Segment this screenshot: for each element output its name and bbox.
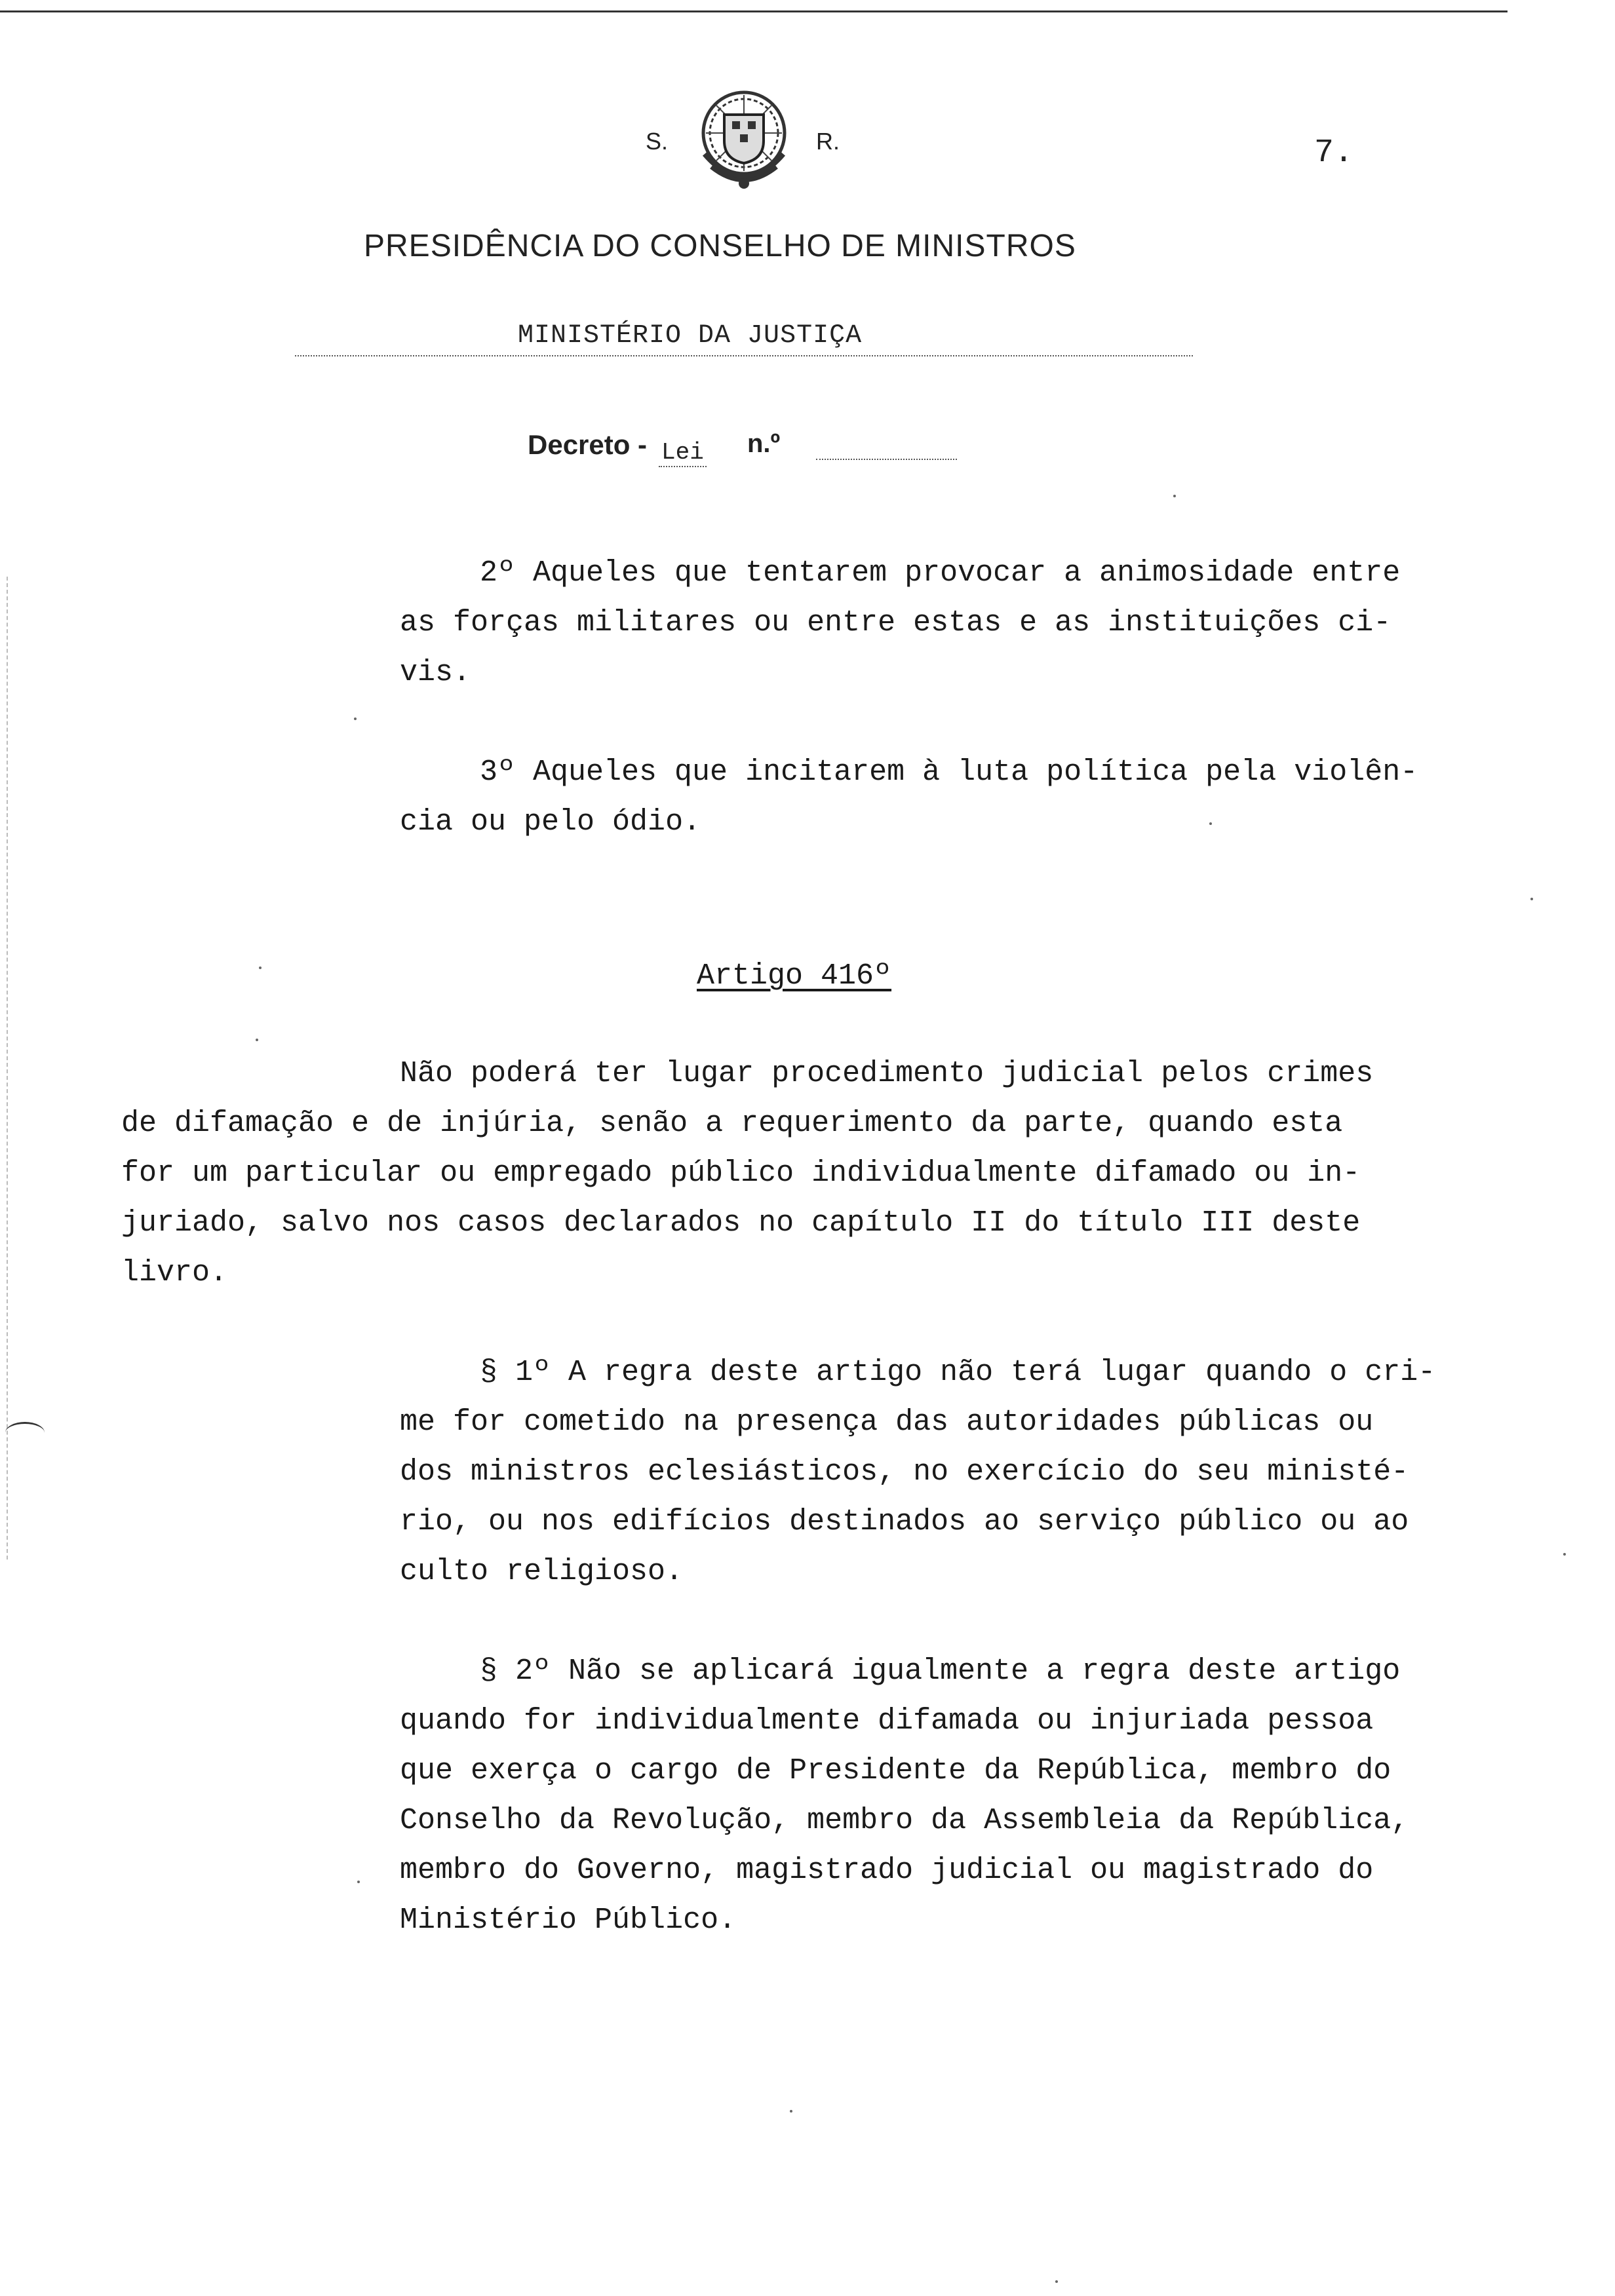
- scan-speck: [354, 718, 357, 720]
- paragraph-3-line-1: 3º Aqueles que incitarem à luta política pela violên-: [480, 756, 1418, 789]
- decree-type: Lei: [659, 439, 707, 467]
- scan-speck: [1209, 822, 1212, 825]
- paragraph-2-line-2: as forças militares ou entre estas e as instituições ci-: [400, 606, 1391, 640]
- decree-number-blank: [816, 459, 957, 460]
- section-2-line-3: que exerça o cargo de Presidente da República, membro do: [400, 1754, 1391, 1788]
- paragraph-3-line-2: cia ou pelo ódio.: [400, 805, 701, 839]
- decree-label: Decreto -: [528, 429, 648, 460]
- section-2-line-1: § 2º Não se aplicará igualmente a regra deste artigo: [480, 1655, 1401, 1688]
- scan-speck: [259, 966, 262, 969]
- scan-speck: [256, 1039, 258, 1041]
- article-body-line-3: for um particular ou empregado público individualmente difamado ou in-: [121, 1157, 1361, 1190]
- article-body-line-1: Não poderá ter lugar procedimento judicial pelos crimes: [400, 1057, 1374, 1090]
- paragraph-2-line-3: vis.: [400, 656, 471, 689]
- decree-number-label: n.º: [747, 429, 781, 458]
- scan-speck: [357, 1881, 360, 1883]
- section-1-line-2: me for cometido na presença das autoridades públicas ou: [400, 1406, 1374, 1439]
- left-margin-mark: [5, 1422, 45, 1444]
- scan-speck: [1055, 2280, 1058, 2283]
- article-body-line-5: livro.: [121, 1256, 228, 1290]
- paragraph-2-line-1: 2º Aqueles que tentarem provocar a animosidade entre: [480, 556, 1401, 590]
- section-2-line-5: membro do Governo, magistrado judicial ou magistrado do: [400, 1854, 1374, 1887]
- section-1-line-5: culto religioso.: [400, 1555, 684, 1588]
- header-letter-s: S.: [646, 128, 669, 155]
- top-edge-rule: [0, 10, 1508, 12]
- section-2-line-2: quando for individualmente difamada ou injuriada pessoa: [400, 1704, 1374, 1738]
- scan-speck: [1173, 495, 1176, 497]
- article-body-line-2: de difamação e de injúria, senão a requerimento da parte, quando esta: [121, 1107, 1343, 1140]
- section-1-line-3: dos ministros eclesiásticos, no exercício do seu ministé-: [400, 1455, 1409, 1489]
- section-2-line-6: Ministério Público.: [400, 1904, 737, 1937]
- scan-speck: [1530, 898, 1533, 900]
- header-letter-r: R.: [816, 128, 840, 155]
- scan-speck: [1563, 1553, 1566, 1556]
- section-2-line-4: Conselho da Revolução, membro da Assembleia da República,: [400, 1804, 1409, 1837]
- article-body-line-4: juriado, salvo nos casos declarados no capítulo II do título III deste: [121, 1206, 1361, 1240]
- section-1-line-1: § 1º A regra deste artigo não terá lugar quando o cri-: [480, 1356, 1436, 1389]
- page-number: 7.: [1314, 134, 1354, 172]
- scan-speck: [790, 2110, 792, 2113]
- section-1-line-4: rio, ou nos edifícios destinados ao serviço público ou ao: [400, 1505, 1409, 1539]
- left-margin-line: [7, 577, 8, 1559]
- ministry-name: MINISTÉRIO DA JUSTIÇA: [518, 321, 863, 351]
- coat-of-arms-seal: [691, 82, 796, 193]
- presidency-title: PRESIDÊNCIA DO CONSELHO DE MINISTROS: [364, 229, 1076, 263]
- article-heading: Artigo 416º: [697, 959, 892, 993]
